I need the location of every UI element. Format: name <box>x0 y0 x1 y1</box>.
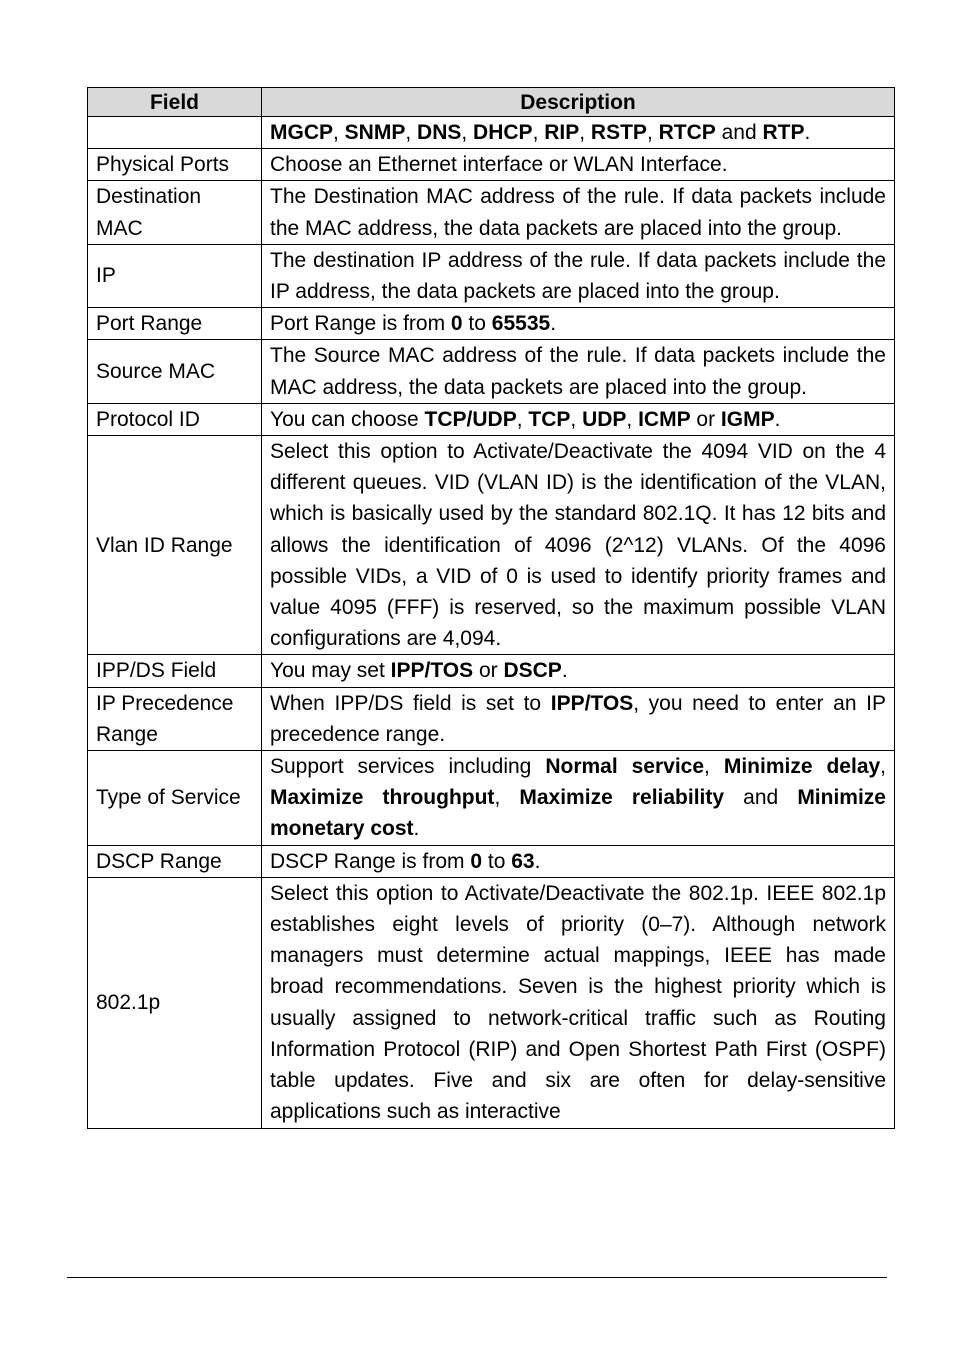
description-text: . <box>804 121 811 144</box>
description-text: Support services including <box>270 755 546 779</box>
description-bold-term: MGCP <box>270 121 333 144</box>
field-name-cell <box>88 117 262 149</box>
field-description-cell <box>262 244 895 307</box>
table-body <box>88 117 895 1129</box>
description-bold-term: Maximize reliability <box>519 786 725 810</box>
field-description-cell <box>262 436 895 655</box>
description-text: to <box>462 312 492 336</box>
description-text: , <box>579 121 591 144</box>
description-text: . <box>413 817 420 841</box>
description-bold-term: IPP/TOS <box>390 659 474 683</box>
table-row <box>88 181 895 244</box>
description-text: , <box>516 407 529 431</box>
description-text: , <box>626 407 639 431</box>
description-bold-term: 0 <box>470 849 483 873</box>
description-bold-term: DNS <box>417 121 462 144</box>
description-text: You can choose <box>270 407 425 431</box>
description-text: , <box>646 121 659 144</box>
description-text: and <box>724 786 798 810</box>
field-description-cell <box>262 117 895 149</box>
field-name-cell: IP Precedence Range <box>88 687 262 750</box>
description-text: You may set <box>270 659 391 683</box>
header-description: Description <box>262 88 895 117</box>
description-bold-term: TCP/UDP <box>424 407 517 431</box>
description-bold-term: RSTP <box>590 121 647 144</box>
description-text: . <box>550 312 557 336</box>
field-name-cell: IPP/DS Field <box>88 655 262 687</box>
field-description-cell <box>262 181 895 244</box>
field-description-cell <box>262 751 895 846</box>
description-text: Choose an Ethernet interface or WLAN Interface. <box>270 153 728 177</box>
description-text: DSCP Range is from <box>270 849 471 873</box>
field-description-cell <box>262 877 895 1128</box>
description-text: The Destination MAC address of the rule. If data packets include the MAC address, the data packets are placed into the group. <box>270 185 886 240</box>
field-name-cell: Port Range <box>88 308 262 340</box>
field-name-cell: DSCP Range <box>88 845 262 877</box>
description-bold-term: IGMP <box>720 407 775 431</box>
table-row <box>88 845 895 877</box>
description-text: . <box>534 849 541 873</box>
header-field: Field <box>88 88 262 117</box>
description-bold-term: DSCP <box>503 659 562 683</box>
table-header-row <box>88 88 895 117</box>
footer-divider <box>67 1277 887 1278</box>
table-row <box>88 877 895 1128</box>
table-row <box>88 340 895 403</box>
field-description-cell <box>262 403 895 435</box>
description-bold-term: Maximize throughput <box>270 786 495 810</box>
field-description-cell <box>262 845 895 877</box>
description-bold-term: RIP <box>544 121 580 144</box>
description-text: , <box>704 755 724 779</box>
description-text: , <box>461 121 474 144</box>
description-bold-term: IPP/TOS <box>550 691 634 715</box>
description-bold-term: 63 <box>511 849 535 873</box>
description-bold-term: ICMP <box>638 407 691 431</box>
description-text: Port Range is from <box>270 312 451 336</box>
description-bold-term: TCP <box>528 407 571 431</box>
table-row <box>88 655 895 687</box>
description-text: , you need to enter an IP precedence range. <box>270 691 887 746</box>
table-row <box>88 244 895 307</box>
field-name-cell: 802.1p <box>88 877 262 1128</box>
description-text: , <box>494 786 520 810</box>
description-text: and <box>715 121 763 144</box>
description-bold-term: RTP <box>762 121 805 144</box>
field-name-cell: IP <box>88 244 262 307</box>
table-row <box>88 436 895 655</box>
description-bold-term: 0 <box>450 312 463 336</box>
description-text: Select this option to Activate/Deactivate the 802.1p. IEEE 802.1p establishes eight levels of priority (0–7). Although network managers must determine actual mappings, IEEE has made broad recommendations. Seven is the highest priority which is usually assigned to network-critical traffic such as Routing Information Protocol (RIP) and Open Shortest Path First (OSPF) table updates. Five and six are often for delay-sensitive applications such as interactive <box>270 881 886 1124</box>
description-bold-term: UDP <box>582 407 627 431</box>
field-description-table <box>87 87 895 1129</box>
description-text: When IPP/DS field is set to <box>270 691 551 715</box>
table-row <box>88 751 895 846</box>
field-description-cell <box>262 308 895 340</box>
field-name-cell: Destination MAC <box>88 181 262 244</box>
field-name-cell: Vlan ID Range <box>88 436 262 655</box>
field-name-cell: Protocol ID <box>88 403 262 435</box>
description-text: , <box>333 121 345 144</box>
description-text: or <box>473 659 504 683</box>
field-description-cell <box>262 655 895 687</box>
field-name-cell: Type of Service <box>88 751 262 846</box>
field-description-cell <box>262 687 895 750</box>
description-text: . <box>774 407 781 431</box>
table-row <box>88 149 895 181</box>
description-text: or <box>690 407 721 431</box>
table-row <box>88 687 895 750</box>
table-row <box>88 308 895 340</box>
description-text: The destination IP address of the rule. If data packets include the IP address, the data packets are placed into the group. <box>270 248 886 304</box>
description-text: Select this option to Activate/Deactivate the 4094 VID on the 4 different queues. VID (VLAN ID) is the identification of the VLAN, which is basically used by the standard 802.1Q. It has 12 bits and allows the identification of 4096 (2^12) VLANs. Of the 4096 possible VIDs, a VID of 0 is used to identify priority frames and value 4095 (FFF) is reserved, so the maximum possible VLAN configurations are 4,094. <box>270 440 886 651</box>
description-bold-term: RTCP <box>658 121 716 144</box>
field-name-cell: Physical Ports <box>88 149 262 181</box>
description-text: , <box>570 407 583 431</box>
description-bold-term: Minimize delay <box>723 755 881 779</box>
description-bold-term: SNMP <box>344 121 406 144</box>
description-text: , <box>532 121 545 144</box>
table-row <box>88 117 895 149</box>
description-bold-term: DHCP <box>473 121 533 144</box>
description-bold-term: 65535 <box>491 312 551 336</box>
description-text: The Source MAC address of the rule. If data packets include the MAC address, the data packets are placed into the group. <box>270 344 886 399</box>
field-name-cell: Source MAC <box>88 340 262 403</box>
description-text: , <box>405 121 418 144</box>
description-bold-term: Minimize monetary cost <box>270 786 886 841</box>
field-description-cell <box>262 340 895 403</box>
field-description-cell <box>262 149 895 181</box>
description-text: . <box>561 659 568 683</box>
table-row <box>88 403 895 435</box>
description-text: , <box>880 755 887 779</box>
description-bold-term: Normal service <box>545 755 705 779</box>
description-text: to <box>482 849 512 873</box>
